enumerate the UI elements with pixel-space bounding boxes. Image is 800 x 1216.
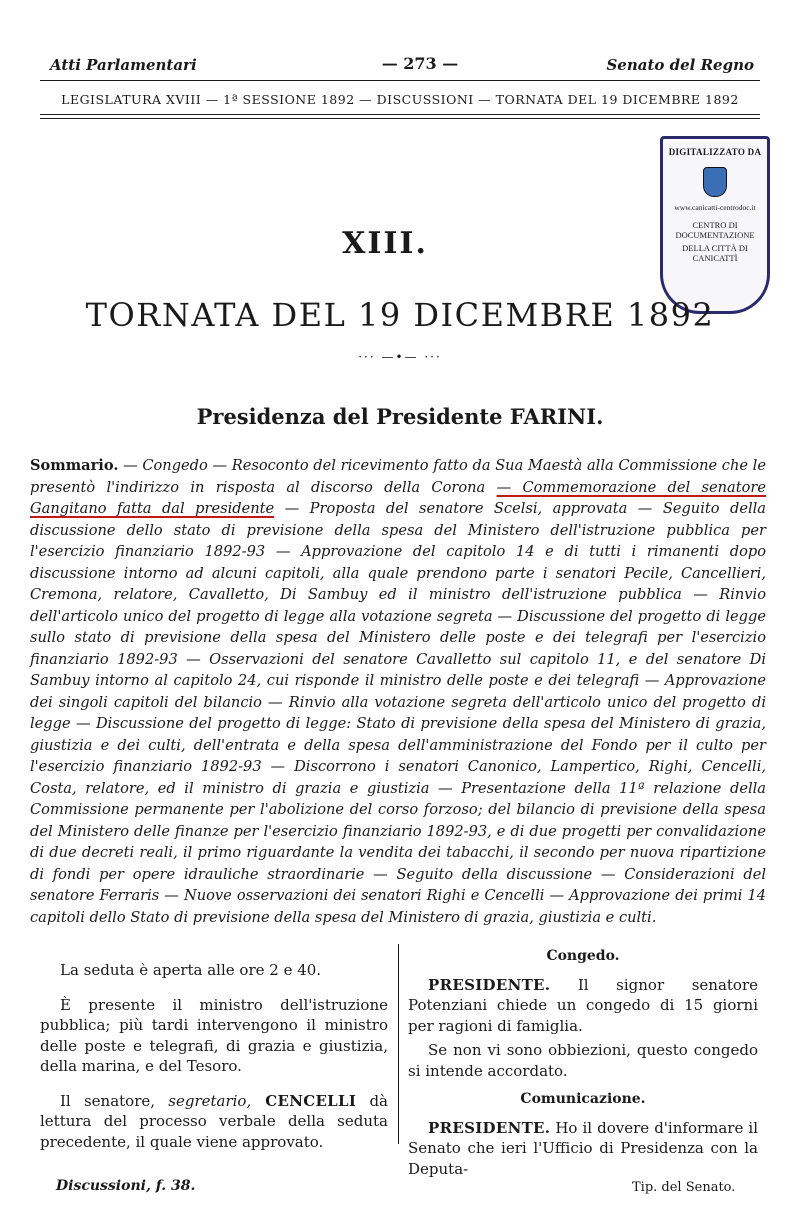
footer-signature: Discussioni, f. 38. xyxy=(56,1178,196,1194)
shield-logo-icon xyxy=(703,167,727,197)
speaker-president-2: PRESIDENTE. xyxy=(428,1118,551,1137)
stamp-top-text: DIGITALIZZATO DA xyxy=(668,147,762,157)
summary-underlined: — Commemorazione del senatore Gangitano fatta dal presidente xyxy=(30,478,766,517)
page-title: TORNATA DEL 19 DICEMBRE 1892 xyxy=(85,296,715,334)
summary-text-1: — Congedo — Resoconto del ricevimento fatto da Sua Maestà alla Commissione che le presentò l'indirizzo in risposta al discorso della Corona xyxy=(30,457,766,496)
ornament-divider: ··· —•— ··· xyxy=(358,350,442,364)
header-rule-top xyxy=(40,80,760,81)
leave-heading: Congedo. xyxy=(546,948,620,964)
leave-text: Il signor senatore Potenziani chiede un congedo di 15 giorni per ragioni di famiglia. xyxy=(408,975,758,1035)
section-number: XIII. xyxy=(342,226,428,261)
right-column xyxy=(408,946,758,1193)
summary-label: Sommario. xyxy=(30,457,119,474)
leave-granted-paragraph: Se non vi sono obbiezioni, questo congedo si intende accordato. xyxy=(408,1041,758,1080)
summary-paragraph xyxy=(30,455,766,928)
secretary-role: segretario, xyxy=(168,1091,252,1110)
ministers-present-paragraph: È presente il ministro dell'istruzione pubblica; più tardi intervengono il ministro delle poste e telegrafi, di grazia e giustizia, della marina, e del Tesoro. xyxy=(40,995,388,1075)
header-publication: Atti Parlamentari xyxy=(50,56,197,74)
stamp-url: www.canicatti-centrodoc.it xyxy=(674,203,756,212)
stamp-line-1: CENTRO DI DOCUMENTAZIONE xyxy=(675,220,755,240)
footer-printer: Tip. del Senato. xyxy=(632,1180,736,1195)
header-rule-bottom-2 xyxy=(40,118,760,119)
left-column xyxy=(40,960,388,1166)
minutes-text-a: Il senatore, xyxy=(60,1091,169,1110)
communication-paragraph xyxy=(408,1118,758,1180)
header-institution: Senato del Regno xyxy=(606,56,754,74)
session-subheader: LEGISLATURA XVIII — 1ª SESSIONE 1892 — DISCUSSIONI — TORNATA DEL 19 DICEMBRE 1892 xyxy=(61,92,739,107)
secretary-name: CENCELLI xyxy=(251,1091,357,1110)
leave-paragraph xyxy=(408,975,758,1037)
communication-text: Ho il dovere d'informare il Senato che ieri l'Ufficio di Presidenza con la Deputa- xyxy=(408,1118,758,1178)
running-header xyxy=(40,50,760,76)
presidency-heading: Presidenza del Presidente FARINI. xyxy=(196,404,604,429)
stamp-line-2: DELLA CITTÀ DI CANICATTÌ xyxy=(682,243,748,263)
page-number: — 273 — xyxy=(381,54,459,73)
communication-heading: Comunicazione. xyxy=(520,1091,646,1107)
column-divider xyxy=(398,944,399,1144)
digitization-stamp xyxy=(660,136,770,314)
speaker-president: PRESIDENTE. xyxy=(428,975,551,994)
minutes-paragraph xyxy=(40,1091,388,1153)
minutes-text-b: dà lettura del processo verbale della seduta precedente, il quale viene approvato. xyxy=(40,1091,388,1151)
opening-paragraph: La seduta è aperta alle ore 2 e 40. xyxy=(60,961,322,979)
summary-text-2: — Proposta del senatore Scelsi, approvata — Seguito della discussione dello stato di previsione della spesa del Ministero dell'istruzione pubblica per l'esercizio finanziario 1892-93 — Approvazione del capitolo 14 e di tutti i rimanenti dopo discussione intorno ad alcuni capitoli, alla quale prendono parte i senatori Pecile, Cancellieri, Cremona, relatore, Cavalletto, Di Sambuy ed il ministro dell'istruzione pubblica — Rinvio dell'articolo unico del progetto di legge alla votazione segreta — Discussione del progetto di legge sullo stato di previsione della spesa del Ministero delle poste e dei telegrafi per l'esercizio finanziario 1892-93 — Osservazioni del senatore Cavalletto sul capitolo 11, e del senatore Di Sambuy intorno al capitolo 24, cui risponde il ministro delle poste e dei telegrafi — Approvazione dei singoli capitoli del bilancio — Rinvio alla votazione segreta dell'articolo unico del progetto di legge — Discussione del progetto di legge: Stato di previsione della spesa del Ministero di grazia, giustizia e dei culti, dell'entrata e della spesa dell'amministrazione del Fondo per il culto per l'esercizio finanziario 1892-93 — Discorrono i senatori Canonico, Lampertico, Righi, Cencelli, Costa, relatore, ed il ministro di grazia e giustizia — Presentazione della 11ª relazione della Commissione permanente per l'abolizione del corso forzoso; del bilancio di previsione della spesa del Ministero delle finanze per l'esercizio finanziario 1892-93, e di due progetti per convalidazione di due decreti reali, il primo riguardante la vendita dei tabacchi, il secondo per nuova ripartizione di fondi per opere idrauliche straordinarie — Seguito della discussione — Considerazioni del senatore Ferraris — Nuove osservazioni dei senatori Righi e Cencelli — Approvazione dei primi 14 capitoli dello Stato di previsione della spesa del Ministero di grazia, giustizia e culti. xyxy=(30,500,766,926)
header-rule-bottom-1 xyxy=(40,114,760,115)
